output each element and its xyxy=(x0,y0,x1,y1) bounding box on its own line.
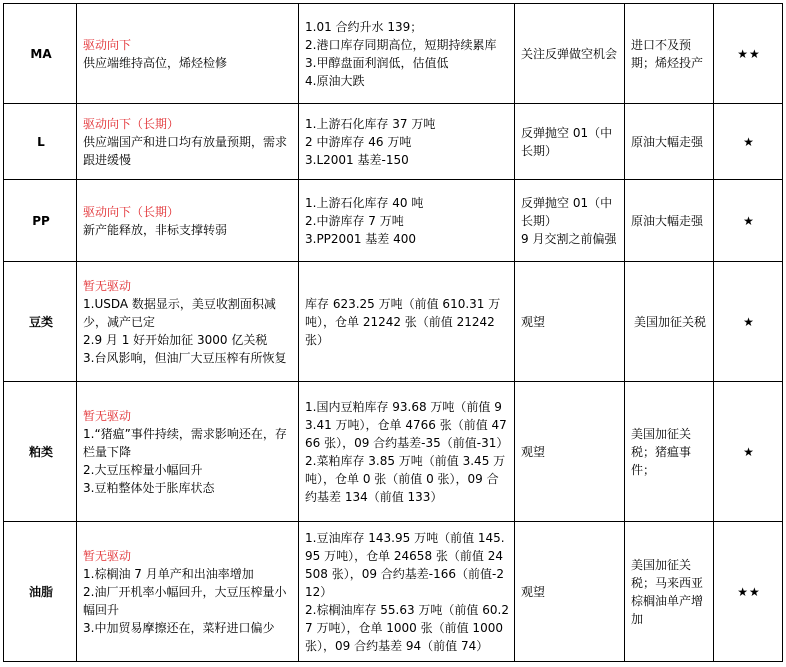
product-name: L xyxy=(4,104,77,180)
driver-line: 1.“猪瘟”事件持续，需求影响还在，存栏量下降 xyxy=(83,426,287,459)
driver-cell xyxy=(77,382,299,522)
table-row xyxy=(4,382,783,522)
data-line: 2.菜粕库存 3.85 万吨（前值 3.45 万吨），仓单 0 张（前值 0 张），09 合约基差 134（前值 133） xyxy=(305,453,506,504)
driver-line: 1.棕榈油 7 月单产和出油率增加 xyxy=(83,566,254,581)
table-row xyxy=(4,180,783,262)
data-cell xyxy=(299,4,515,104)
rating-stars: ★ xyxy=(714,382,783,522)
data-cell xyxy=(299,180,515,262)
driver-cell xyxy=(77,4,299,104)
driver-line: 3.豆粕整体处于胀库状态 xyxy=(83,480,215,495)
driver-line: 2.大豆压榨量小幅回升 xyxy=(83,462,203,477)
driver-title: 暂无驱动 xyxy=(83,408,132,423)
data-line: 1.01 合约升水 139； xyxy=(305,19,423,34)
strategy-cell: 观望 xyxy=(515,522,625,662)
strategy-cell: 关注反弹做空机会 xyxy=(515,4,625,104)
risk-cell: 原油大幅走强 xyxy=(625,180,714,262)
data-line: 2.棕榈油库存 55.63 万吨（前值 60.27 万吨），仓单 1000 张（前值 1000 张），09 合约基差 94（前值 74） xyxy=(305,602,509,653)
driver-line: 1.USDA 数据显示，美豆收割面积减少，减产已定 xyxy=(83,296,276,329)
driver-cell xyxy=(77,522,299,662)
strategy-cell: 反弹抛空 01（中长期） 9 月交割之前偏强 xyxy=(515,180,625,262)
driver-cell xyxy=(77,180,299,262)
driver-title: 驱动向下 xyxy=(83,37,132,52)
data-line: 1.国内豆粕库存 93.68 万吨（前值 93.41 万吨），仓单 4766 张（前值 4766 张），09 合约基差-35（前值-31） xyxy=(305,399,509,450)
data-line: 2.中游库存 7 万吨 xyxy=(305,213,404,228)
table-row xyxy=(4,262,783,382)
product-name: 油脂 xyxy=(4,522,77,662)
data-cell xyxy=(299,382,515,522)
risk-cell: 美国加征关税；猪瘟事件； xyxy=(625,382,714,522)
driver-line: 供应端维持高位，烯烃检修 xyxy=(83,55,228,70)
driver-cell xyxy=(77,104,299,180)
data-line: 3.甲醇盘面利润低，估值低 xyxy=(305,55,449,70)
data-line: 3.L2001 基差-150 xyxy=(305,152,409,167)
data-line: 1.上游石化库存 37 万吨 xyxy=(305,116,436,131)
data-line: 库存 623.25 万吨（前值 610.31 万吨），仓单 21242 张（前值 21242 张） xyxy=(305,296,501,347)
risk-cell: 美国加征关税；马来西亚棕榈油单产增加 xyxy=(625,522,714,662)
data-cell xyxy=(299,522,515,662)
data-line: 1.豆油库存 143.95 万吨（前值 145.95 万吨），仓单 24658 张（前值 24508 张），09 合约基差-166（前值-212） xyxy=(305,530,505,599)
commodity-table xyxy=(3,3,783,662)
rating-stars: ★ xyxy=(714,180,783,262)
table-row xyxy=(4,104,783,180)
driver-title: 驱动向下（长期） xyxy=(83,116,180,131)
product-name: 粕类 xyxy=(4,382,77,522)
driver-title: 驱动向下（长期） xyxy=(83,204,180,219)
strategy-cell: 反弹抛空 01（中长期） xyxy=(515,104,625,180)
driver-line: 供应端国产和进口均有放量预期，需求跟进缓慢 xyxy=(83,134,288,167)
data-line: 3.PP2001 基差 400 xyxy=(305,231,416,246)
data-line: 1.上游石化库存 40 吨 xyxy=(305,195,424,210)
data-line: 2.港口库存同期高位，短期持续累库 xyxy=(305,37,497,52)
driver-cell xyxy=(77,262,299,382)
risk-cell: 原油大幅走强 xyxy=(625,104,714,180)
product-name: 豆类 xyxy=(4,262,77,382)
rating-stars: ★ xyxy=(714,262,783,382)
data-line: 4.原油大跌 xyxy=(305,73,365,88)
driver-line: 2.油厂开机率小幅回升，大豆压榨量小幅回升 xyxy=(83,584,287,617)
rating-stars: ★★ xyxy=(714,522,783,662)
risk-cell: 进口不及预期；烯烃投产 xyxy=(625,4,714,104)
driver-line: 3.中加贸易摩擦还在，菜籽进口偏少 xyxy=(83,620,275,635)
driver-title: 暂无驱动 xyxy=(83,278,132,293)
driver-line: 新产能释放，非标支撑转弱 xyxy=(83,222,228,237)
driver-line: 2.9 月 1 好开始加征 3000 亿关税 xyxy=(83,332,268,347)
data-cell xyxy=(299,262,515,382)
driver-title: 暂无驱动 xyxy=(83,548,132,563)
product-name: PP xyxy=(4,180,77,262)
data-line: 2 中游库存 46 万吨 xyxy=(305,134,412,149)
rating-stars: ★★ xyxy=(714,4,783,104)
driver-line: 3.台风影响，但油厂大豆压榨有所恢复 xyxy=(83,350,287,365)
risk-cell: 美国加征关税 xyxy=(625,262,714,382)
product-name: MA xyxy=(4,4,77,104)
strategy-cell: 观望 xyxy=(515,382,625,522)
strategy-cell: 观望 xyxy=(515,262,625,382)
table-row xyxy=(4,522,783,662)
rating-stars: ★ xyxy=(714,104,783,180)
table-row xyxy=(4,4,783,104)
data-cell xyxy=(299,104,515,180)
